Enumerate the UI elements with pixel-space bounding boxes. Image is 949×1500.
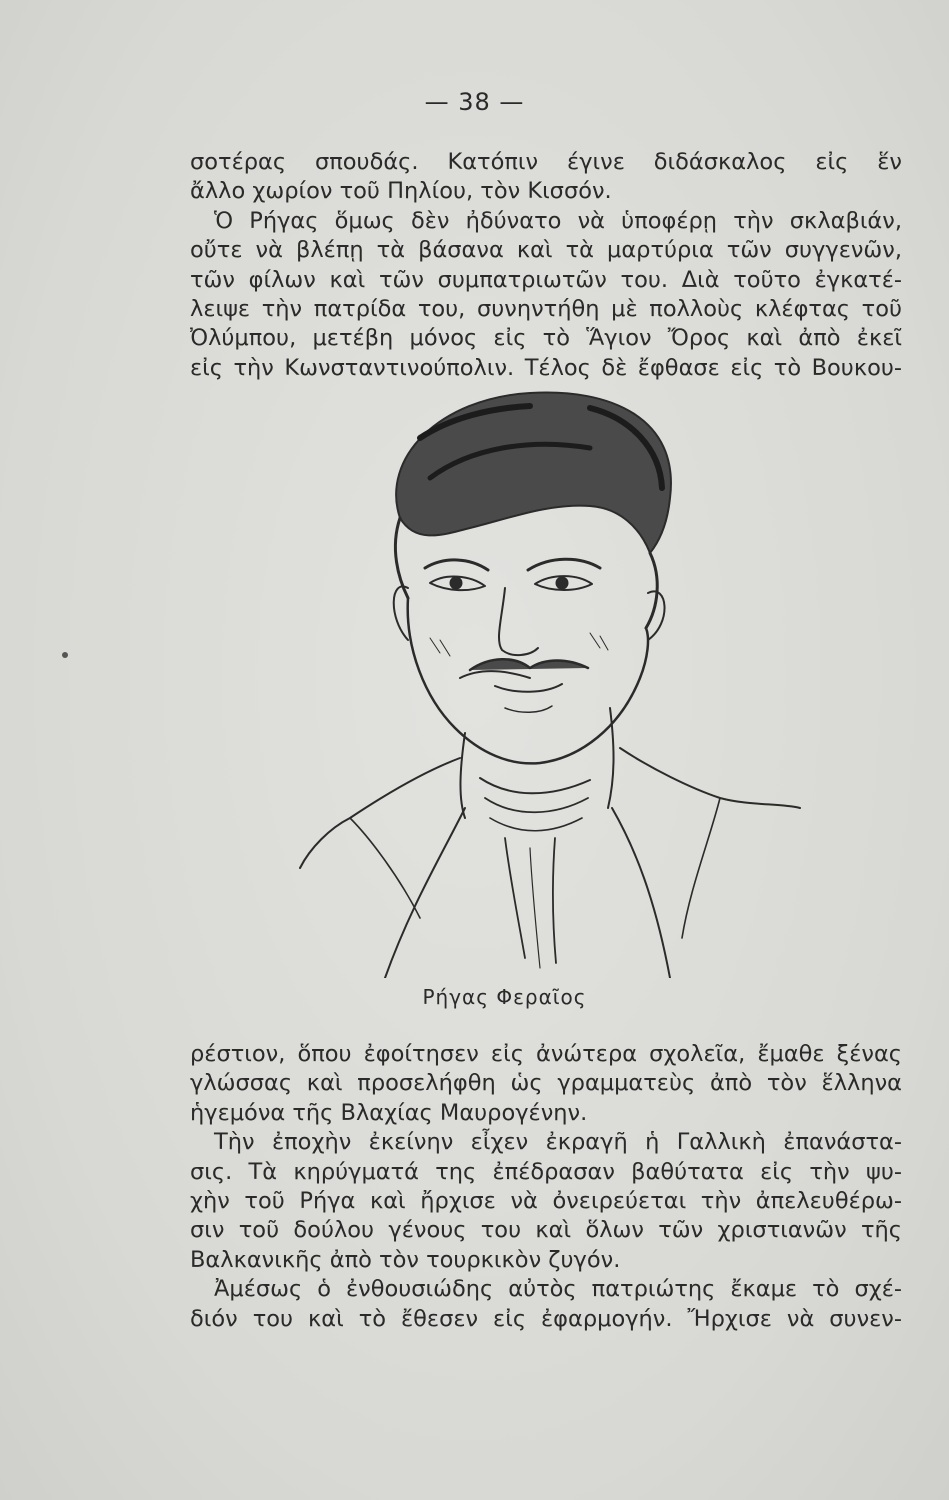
text-line: Τὴν ἐποχὴν ἐκείνην εἶχεν ἐκραγῆ ἡ Γαλλικὴ ἐπανάστα- bbox=[214, 1129, 902, 1156]
ink-speck bbox=[62, 652, 68, 658]
text-line: σιν τοῦ δούλου γένους του καὶ ὅλων τῶν χριστιανῶν τῆς bbox=[190, 1217, 902, 1244]
page-number: — 38 — bbox=[424, 88, 525, 116]
bottom-paragraph bbox=[190, 1040, 902, 1334]
text-line: διόν του καὶ τὸ ἔθεσεν εἰς ἐφαρμογήν. Ἤρχισε νὰ συνεν- bbox=[190, 1305, 902, 1332]
text-line: λειψε τὴν πατρίδα του, συνηντήθη μὲ πολλοὺς κλέφτας τοῦ bbox=[190, 296, 902, 323]
text-line: τῶν φίλων καὶ τῶν συμπατριωτῶν του. Διὰ τοῦτο ἐγκατέ- bbox=[190, 266, 902, 293]
figure-caption: Ρήγας Φεραῖος bbox=[422, 985, 587, 1009]
text-line: σοτέρας σπουδάς. Κατόπιν έγινε διδάσκαλος εἰς ἕν bbox=[190, 149, 902, 175]
text-line: ρέστιον, ὅπου ἐφοίτησεν εἰς ἀνώτερα σχολεῖα, ἔμαθε ξένας bbox=[190, 1041, 902, 1067]
text-line: ἡγεμόνα τῆς Βλαχίας Μαυρογένην. bbox=[190, 1099, 588, 1126]
text-line: Ὀλύμπου, μετέβη μόνος εἰς τὸ Ἅγιον Ὄρος καὶ ἀπὸ ἐκεῖ bbox=[190, 325, 902, 352]
text-line: Ὁ Ρήγας ὅμως δὲν ἠδύνατο νὰ ὑποφέρῃ τὴν σκλαβιάν, bbox=[214, 207, 902, 234]
text-line: Ἀμέσως ὁ ἐνθουσιώδης αὐτὸς πατριώτης ἔκαμε τὸ σχέ- bbox=[214, 1276, 902, 1303]
text-line: χὴν τοῦ Ρήγα καὶ ἤρχισε νὰ ὀνειρεύεται τὴν ἀπελευθέρω- bbox=[190, 1188, 902, 1215]
top-paragraph bbox=[190, 148, 902, 383]
text-line: Βαλκανικῆς ἀπὸ τὸν τουρκικὸν ζυγόν. bbox=[190, 1246, 621, 1273]
text-line: εἰς τὴν Κωνσταντινούπολιν. Τέλος δὲ ἔφθασε εἰς τὸ Βουκου- bbox=[190, 354, 902, 381]
text-line: σις. Τὰ κηρύγματά της ἐπέδρασαν βαθύτατα εἰς τὴν ψυ- bbox=[190, 1158, 902, 1185]
text-line: ἄλλο χωρίον τοῦ Πηλίου, τὸν Κισσόν. bbox=[190, 178, 612, 205]
text-line: οὔτε νὰ βλέπῃ τὰ βάσανα καὶ τὰ μαρτύρια τῶν συγγενῶν, bbox=[190, 237, 902, 264]
portrait-sketch bbox=[290, 378, 820, 978]
text-line: γλώσσας καὶ προσελήφθη ὡς γραμματεὺς ἀπὸ τὸν ἕλληνα bbox=[190, 1070, 902, 1097]
